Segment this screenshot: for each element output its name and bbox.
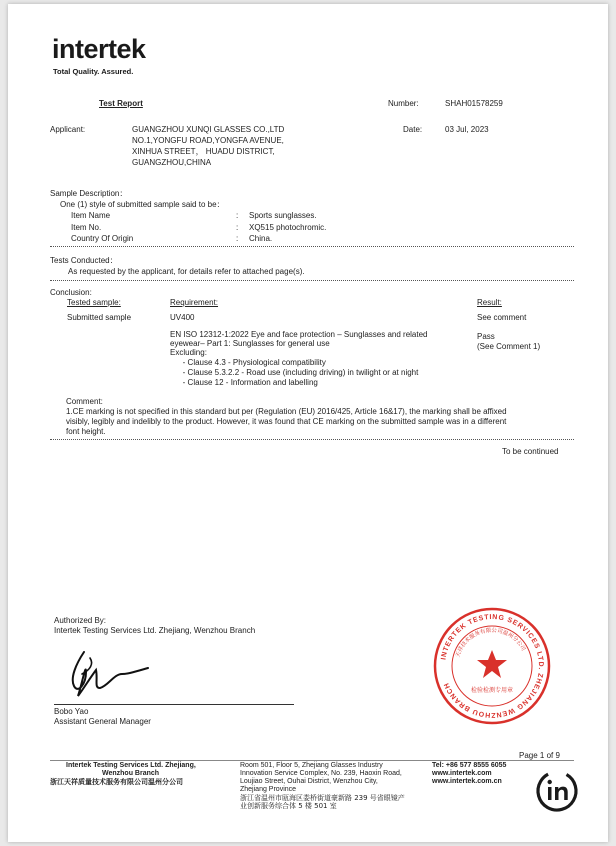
number-value: SHAH01578259 [445,99,503,108]
col-result: Result: [477,298,502,307]
report-page [8,4,608,842]
result-see-comment: See comment [477,313,527,322]
intertek-logo: intertek [52,34,146,64]
requirement-line: EN ISO 12312-1:2022 Eye and face protection – Sunglasses and related [170,330,428,339]
svg-text:检验检测专用章: 检验检测专用章 [470,687,514,694]
footer-company-en: Intertek Testing Services Ltd. Zhejiang, [66,762,196,769]
page-number: Page 1 of 9 [519,751,560,760]
svg-text:INTERTEK TESTING SERVICES LTD.: INTERTEK TESTING SERVICES LTD. ZHEJIANG WENZHOU BRANCH [440,613,545,719]
logo-tagline: Total Quality. Assured. [53,67,134,76]
sample-label: Country Of Origin [71,234,134,243]
footer-address-line: Innovation Service Complex, No. 239, Haoxin Road, [240,770,402,777]
col-requirement: Requirement: [170,298,219,307]
tested-sample-name: Submitted sample [67,313,132,322]
tests-text: As requested by the applicant, for details refer to attached page(s). [68,267,305,276]
conclusion-heading: Conclusion: [50,288,92,297]
date-label: Date: [403,125,423,134]
sample-heading: Sample Description： [50,189,128,198]
sample-label: Item No. [71,223,102,232]
signature-line [54,704,294,705]
requirement-line: Excluding: [170,348,207,357]
signer-title: Assistant General Manager [54,717,151,726]
authorizing-org: Intertek Testing Services Ltd. Zhejiang, Wenzhou Branch [54,626,256,635]
applicant-line: GUANGZHOU XUNQI GLASSES CO.,LTD [132,125,285,134]
footer-company-en: Wenzhou Branch [102,770,160,777]
footer-address-line: 业创新服务综合体 5 楼 501 室 [240,802,337,810]
comment-line: 1.CE marking is not specified in this standard but per (Regulation (EU) 2016/425, Article 16&17), the marking shall be affixed [66,407,507,416]
sample-value: Sports sunglasses. [249,211,317,220]
intertek-emblem-icon [534,768,580,814]
to-be-continued: To be continued [502,447,559,456]
requirement-uv400: UV400 [170,313,195,322]
signer-name: Bobo Yao [54,707,89,716]
divider [50,439,574,440]
footer-rule [50,760,574,761]
sample-value: China. [249,234,273,243]
sample-colon: : [236,223,239,232]
sample-value: XQ515 photochromic. [249,223,327,232]
footer-company-cn: 浙江天祥质量技术服务有限公司温州分公司 [50,778,183,786]
footer-web: www.intertek.com [432,770,492,777]
svg-text:天祥技术服务有限公司温州分公司: 天祥技术服务有限公司温州分公司 [455,627,527,659]
tests-heading: Tests Conducted： [50,256,118,265]
authorized-by-label: Authorized By: [54,616,107,625]
col-tested-sample: Tested sample: [67,298,121,307]
sample-intro: One (1) style of submitted sample said to be： [60,200,225,209]
footer-address-line: Loujiao Street, Ouhai District, Wenzhou City, [240,778,378,785]
requirement-line: - Clause 4.3 - Physiological compatibility [176,358,326,367]
footer-address-line: Zhejiang Province [240,786,297,793]
comment-line: font height. [66,427,106,436]
applicant-line: XINHUA STREET， HUADU DISTRICT, [132,147,275,156]
sample-colon: : [236,234,239,243]
sample-label: Item Name [71,211,111,220]
applicant-line: GUANGZHOU,CHINA [132,158,212,167]
comment-line: visibly, legibly and indelibly to the product. However, it was found that CE marking on the submitted sample was in a different [66,417,507,426]
company-seal-stamp [432,606,552,726]
result-pass: Pass [477,332,495,341]
number-label: Number: [388,99,419,108]
divider [50,246,574,247]
footer-tel: Tel: +86 577 8555 6055 [432,762,507,769]
requirement-line: - Clause 5.3.2.2 - Road use (including driving) in twilight or at night [176,368,419,377]
sample-colon: : [236,211,239,220]
comment-heading: Comment: [66,397,103,406]
date-value: 03 Jul, 2023 [445,125,489,134]
divider [50,280,574,281]
requirement-line: eyewear– Part 1: Sunglasses for general use [170,339,330,348]
requirement-line: - Clause 12 - Information and labelling [176,378,318,387]
result-pass-note: (See Comment 1) [477,342,541,351]
footer-web: www.intertek.com.cn [432,778,502,785]
signature [64,644,154,704]
applicant-label: Applicant: [50,125,86,134]
applicant-line: NO.1,YONGFU ROAD,YONGFA AVENUE, [132,136,284,145]
footer-address-line: Room 501, Floor 5, Zhejiang Glasses Industry [240,762,383,769]
report-title: Test Report [99,99,143,108]
footer-address-line: 浙江省温州市瓯海区娄桥街道豪新路 239 号省眼镜产 [240,794,405,802]
